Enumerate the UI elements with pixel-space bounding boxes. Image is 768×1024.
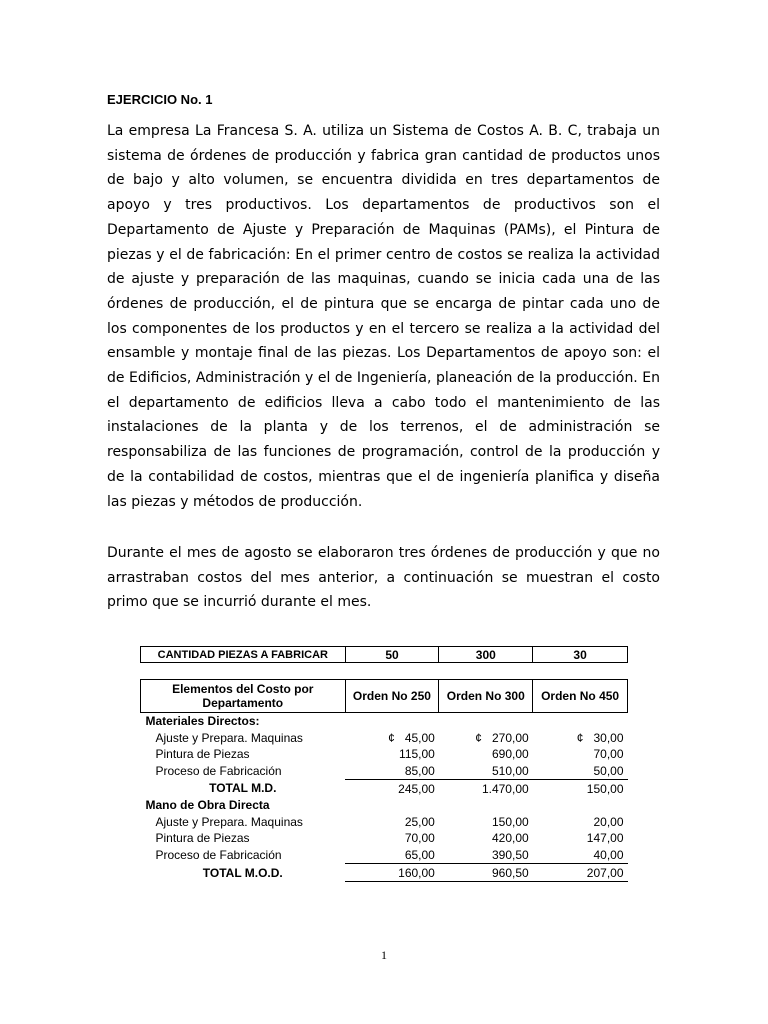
quantity-order-250: 50	[345, 647, 439, 663]
row-label: Ajuste y Prepara. Maquinas	[155, 814, 303, 829]
cell-value: 65,00	[345, 847, 439, 864]
row-label: Ajuste y Prepara. Maquinas	[155, 730, 303, 745]
currency-symbol: ¢	[475, 730, 482, 745]
cell-value: ¢ 45,00	[388, 730, 435, 745]
cell-value: 420,00	[491, 831, 529, 846]
cell-value: 390,50	[439, 847, 533, 864]
quantity-order-300: 300	[439, 647, 533, 663]
table-row	[141, 847, 628, 864]
md-section-row	[141, 713, 628, 730]
quantity-label: CANTIDAD PIEZAS A FABRICAR	[141, 647, 346, 663]
cell-value: ¢ 270,00	[475, 730, 529, 745]
mod-section-row	[141, 797, 628, 814]
cell-value: 70,00	[593, 747, 624, 762]
cell-value: 960,50	[439, 864, 533, 882]
cell-value: 50,00	[533, 763, 628, 780]
mod-section-label: Mano de Obra Directa	[145, 798, 270, 813]
quantity-order-450: 30	[533, 647, 628, 663]
cell-value: 115,00	[399, 747, 435, 762]
md-total-row	[141, 780, 628, 797]
cell-value: 207,00	[533, 864, 628, 882]
cell-value: 690,00	[491, 747, 529, 762]
cell-value: 160,00	[345, 864, 439, 882]
row-label: Pintura de Piezas	[155, 747, 250, 762]
cell-value: 510,00	[439, 763, 533, 780]
cost-table-header	[141, 680, 628, 713]
cell-value: 245,00	[398, 781, 435, 796]
quantity-table	[140, 646, 628, 663]
quantity-row	[141, 647, 628, 663]
row-label: Pintura de Piezas	[155, 831, 250, 846]
mod-total-label: TOTAL M.O.D.	[202, 865, 283, 880]
table-row	[141, 814, 628, 831]
currency-symbol: ¢	[388, 730, 395, 745]
exercise-title: EJERCICIO No. 1	[107, 92, 213, 107]
order-250-header: Orden No 250	[345, 680, 439, 713]
table-row	[141, 730, 628, 747]
row-label: Proceso de Fabricación	[155, 764, 282, 779]
intro-paragraph: La empresa La Francesa S. A. utiliza un Sistema de Costos A. B. C, trabaja un sistema de órdenes de producción y fabrica gran cantidad de productos unos de bajo y alto volumen, se encuentra dividida en tres departamentos de apoyo y tres productivos. Los departamentos de productivos son el Departamento de Ajuste y Preparación de Maquinas (PAMs), el Pintura de piezas y el de fabricación: En el primer centro de costos se realiza la actividad de ajuste y preparación de las maquinas, cuando se inicia cada una de las órdenes de producción, el de pintura que se encarga de pintar cada uno de los componentes de los productos y en el tercero se realiza a la actividad del ensamble y montaje final de las piezas. Los Departamentos de apoyo son: el de Edificios, Administración y el de Ingeniería, planeación de la producción. En el departamento de edificios lleva a cabo todo el mantenimiento de las instalaciones de la planta y de los terrenos, el de administración se responsabiliza de las funciones de programación, control de la producción y de la contabilidad de costos, mientras que el de ingeniería planifica y diseña las piezas y métodos de producción.	[107, 123, 660, 510]
cell-value: 147,00	[586, 831, 624, 846]
cell-value: 40,00	[533, 847, 628, 864]
mod-total-row	[141, 864, 628, 882]
md-total-label: TOTAL M.D.	[209, 781, 277, 796]
cost-table	[140, 679, 628, 882]
md-section-label: Materiales Directos:	[145, 714, 260, 729]
cell-value: 70,00	[404, 831, 435, 846]
order-300-header: Orden No 300	[439, 680, 533, 713]
table-row	[141, 746, 628, 763]
second-paragraph: Durante el mes de agosto se elaboraron tres órdenes de producción y que no arrastraban costos del mes anterior, a continuación se muestran el costo primo que se incurrió durante el mes.	[107, 545, 660, 611]
row-label: Proceso de Fabricación	[155, 848, 282, 863]
currency-symbol: ¢	[576, 730, 584, 745]
page-number: 1	[381, 948, 387, 962]
cell-value: 85,00	[345, 763, 439, 780]
cell-value: 150,00	[586, 781, 624, 796]
cell-value: 20,00	[593, 814, 624, 829]
cost-header-label: Elementos del Costo por Departamento	[141, 680, 346, 713]
cell-value: 150,00	[491, 814, 529, 829]
order-450-header: Orden No 450	[533, 680, 628, 713]
cell-value: 25,00	[404, 814, 435, 829]
table-row	[141, 830, 628, 847]
cell-value: ¢ 30,00	[576, 730, 624, 745]
cell-value: 1.470,00	[481, 781, 529, 796]
table-row	[141, 763, 628, 780]
